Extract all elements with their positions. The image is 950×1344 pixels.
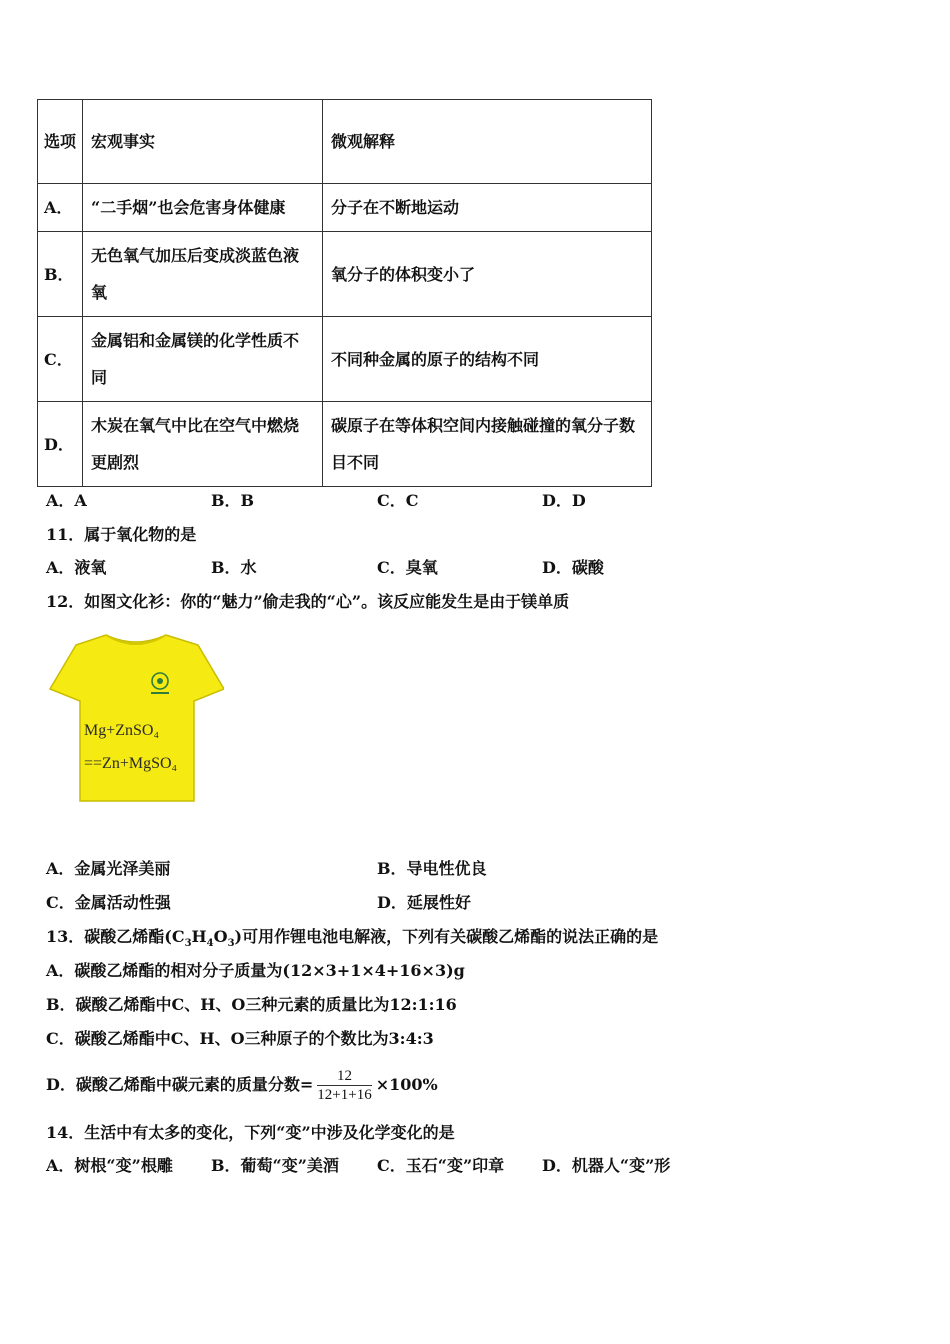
q12-stem: 12．如图文化衫：你的“魅力”偷走我的“心”。该反应能发生是由于镁单质 <box>46 592 570 611</box>
row-micro: 分子在不断地运动 <box>323 184 652 232</box>
q13-choice-c[interactable]: C．碳酸乙烯酯中C、H、O三种原子的个数比为3:4:3 <box>46 1029 434 1048</box>
header-macro: 宏观事实 <box>83 100 323 184</box>
q13-choice-b[interactable]: B．碳酸乙烯酯中C、H、O三种元素的质量比为12:1:16 <box>46 995 457 1014</box>
row-macro: 无色氧气加压后变成淡蓝色液氧 <box>83 232 323 317</box>
shirt-line-2: ==Zn+MgSO₄ <box>84 755 178 772</box>
q11-choice-c[interactable]: C．臭氧 <box>377 558 438 577</box>
row-macro: 木炭在氧气中比在空气中燃烧更剧烈 <box>83 402 323 487</box>
q10-choice-a[interactable]: A．A <box>46 491 87 510</box>
table-row <box>38 317 652 402</box>
q10-choice-b[interactable]: B．B <box>211 491 255 510</box>
table-header-row <box>38 100 652 184</box>
q13-choice-d[interactable]: D．碳酸乙烯酯中碳元素的质量分数= $\frac{12}{12+1+16}$ ×100% <box>46 1068 438 1103</box>
q12-choice-c[interactable]: C．金属活动性强 <box>46 893 171 912</box>
row-option: C． <box>38 317 83 402</box>
q11-choice-d[interactable]: D．碳酸 <box>542 558 604 577</box>
table-row <box>38 402 652 487</box>
q10-choice-d[interactable]: D．D <box>542 491 586 510</box>
q11-choice-a[interactable]: A．液氧 <box>46 558 107 577</box>
tshirt-illustration <box>48 631 224 803</box>
table-row <box>38 184 652 232</box>
q13-choice-a[interactable]: A．碳酸乙烯酯的相对分子质量为(12×3+1×4+16×3)g <box>46 961 465 980</box>
table-row <box>38 232 652 317</box>
q14-choice-c[interactable]: C．玉石“变”印章 <box>377 1156 505 1175</box>
row-option: A． <box>38 184 83 232</box>
q12-choice-a[interactable]: A．金属光泽美丽 <box>46 859 171 878</box>
shirt-line-1: Mg+ZnSO₄ <box>84 722 160 739</box>
q14-choice-a[interactable]: A．树根“变”根雕 <box>46 1156 173 1175</box>
row-option: D． <box>38 402 83 487</box>
row-micro: 不同种金属的原子的结构不同 <box>323 317 652 402</box>
row-option: B． <box>38 232 83 317</box>
fraction: $\frac{12}{12+1+16}$ <box>317 1068 372 1103</box>
q14-choice-d[interactable]: D．机器人“变”形 <box>542 1156 671 1175</box>
row-macro: “二手烟”也会危害身体健康 <box>83 184 323 232</box>
q11-choice-b[interactable]: B．水 <box>211 558 257 577</box>
row-micro: 碳原子在等体积空间内接触碰撞的氧分子数目不同 <box>323 402 652 487</box>
q14-stem: 14．生活中有太多的变化，下列“变”中涉及化学变化的是 <box>46 1123 455 1142</box>
row-macro: 金属铝和金属镁的化学性质不同 <box>83 317 323 402</box>
q11-stem: 11．属于氧化物的是 <box>46 525 197 544</box>
q13-stem: 13．碳酸乙烯酯$(C_3H_4O_3)$可用作锂电池电解液，下列有关碳酸乙烯酯的说法正确的是 <box>46 927 659 950</box>
q14-choice-b[interactable]: B．葡萄“变”美酒 <box>211 1156 339 1175</box>
tshirt-shape <box>50 635 224 801</box>
q12-choice-b[interactable]: B．导电性优良 <box>377 859 487 878</box>
options-table <box>37 99 652 487</box>
q12-choice-d[interactable]: D．延展性好 <box>377 893 471 912</box>
header-micro: 微观解释 <box>323 100 652 184</box>
q10-choice-c[interactable]: C．C <box>377 491 419 510</box>
row-micro: 氧分子的体积变小了 <box>323 232 652 317</box>
header-option: 选项 <box>38 100 83 184</box>
